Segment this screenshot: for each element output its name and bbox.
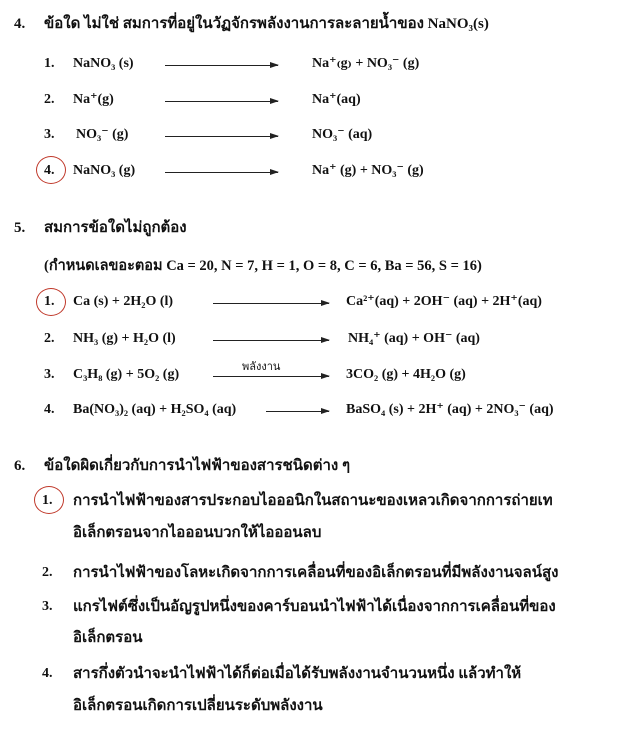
q6-choice-2-number: 2.: [42, 565, 53, 580]
q4-choice-2-arrow: [165, 101, 278, 102]
q5-choice-1-product: Ca²⁺(aq) + 2OH⁻ (aq) + 2H⁺(aq): [346, 294, 542, 309]
question-5-note: (กำหนดเลขอะตอม Ca = 20, N = 7, H = 1, O = 8, C = 6, Ba = 56, S = 16): [44, 258, 482, 274]
q4-choice-1-arrow: [165, 65, 278, 66]
q6-choice-4-line-2: อิเล็กตรอนเกิดการเปลี่ยนระดับพลังงาน: [73, 698, 323, 714]
question-6-number: 6.: [14, 458, 26, 474]
q4-choice-4-product: Na⁺ (g) + NO₃⁻ (g): [312, 163, 424, 178]
q5-choice-1-arrow: [213, 303, 329, 304]
q6-choice-2-line-1: การนำไฟฟ้าของโลหะเกิดจากการเคลื่อนที่ของอิเล็กตรอนที่มีพลังงานจลน์สูง: [73, 565, 559, 581]
q4-choice-3-number: 3.: [44, 127, 55, 142]
q5-choice-2-product: NH₄⁺ (aq) + OH⁻ (aq): [348, 331, 480, 346]
q6-choice-3-line-2: อิเล็กตรอน: [73, 630, 143, 646]
question-4-text: ข้อใด ไม่ใช่ สมการที่อยู่ในวัฏจักรพลังงานการละลายน้ำของ NaNO₃(s): [44, 16, 489, 32]
q5-choice-3-reactant: C₃H₈ (g) + 5O₂ (g): [73, 367, 180, 382]
q5-choice-4-arrow: [266, 411, 329, 412]
question-4-number: 4.: [14, 16, 26, 32]
q4-choice-4-arrow: [165, 172, 278, 173]
q4-choice-3-arrow: [165, 136, 278, 137]
q6-choice-3-line-1: แกรไฟต์ซึ่งเป็นอัญรูปหนึ่งของคาร์บอนนำไฟฟ้าได้เนื่องจากการเคลื่อนที่ของ: [73, 599, 556, 615]
q6-choice-1-line-1: การนำไฟฟ้าของสารประกอบไอออนิกในสถานะของเหลวเกิดจากการถ่ายเท: [73, 493, 553, 509]
q5-choice-3-arrow-label: พลังงาน: [242, 361, 281, 373]
q5-choice-4-number: 4.: [44, 402, 55, 417]
q6-choice-4-line-1: สารกึ่งตัวนำจะนำไฟฟ้าได้ก็ต่อเมื่อได้รับพลังงานจำนวนหนึ่ง แล้วทำให้: [73, 666, 522, 682]
q5-choice-1-number: 1.: [44, 294, 55, 309]
q5-choice-1-reactant: Ca (s) + 2H₂O (l): [73, 294, 174, 309]
q5-choice-4-reactant: Ba(NO₃)₂ (aq) + H₂SO₄ (aq): [73, 402, 237, 417]
q4-choice-4-number: 4.: [44, 163, 55, 178]
q4-choice-1-reactant: NaNO₃ (s): [73, 56, 134, 71]
q5-choice-4-product: BaSO₄ (s) + 2H⁺ (aq) + 2NO₃⁻ (aq): [346, 402, 554, 417]
q5-choice-3-product: 3CO₂ (g) + 4H₂O (g): [346, 367, 466, 382]
question-6-text: ข้อใดผิดเกี่ยวกับการนำไฟฟ้าของสารชนิดต่าง ๆ: [44, 458, 351, 474]
q6-choice-4-number: 4.: [42, 666, 53, 681]
q5-choice-2-arrow: [213, 340, 329, 341]
question-5-text: สมการข้อใดไม่ถูกต้อง: [44, 220, 187, 236]
q5-choice-2-reactant: NH₃ (g) + H₂O (l): [73, 331, 176, 346]
q6-choice-3-number: 3.: [42, 599, 53, 614]
q4-choice-2-reactant: Na⁺(g): [73, 92, 114, 107]
q4-choice-3-reactant: NO₃⁻ (g): [76, 127, 129, 142]
q4-choice-2-number: 2.: [44, 92, 55, 107]
q5-choice-3-arrow: [213, 376, 329, 377]
q4-choice-1-product: Na⁺₍g₎ + NO₃⁻ (g): [312, 56, 420, 71]
q6-choice-1-line-2: อิเล็กตรอนจากไอออนบวกให้ไอออนลบ: [73, 525, 322, 541]
q5-choice-3-number: 3.: [44, 367, 55, 382]
q4-choice-1-number: 1.: [44, 56, 55, 71]
q5-choice-2-number: 2.: [44, 331, 55, 346]
q4-choice-3-product: NO₃⁻ (aq): [312, 127, 373, 142]
q6-choice-1-number: 1.: [42, 493, 53, 508]
q4-choice-2-product: Na⁺(aq): [312, 92, 361, 107]
q4-choice-4-reactant: NaNO₃ (g): [73, 163, 136, 178]
question-5-number: 5.: [14, 220, 26, 236]
